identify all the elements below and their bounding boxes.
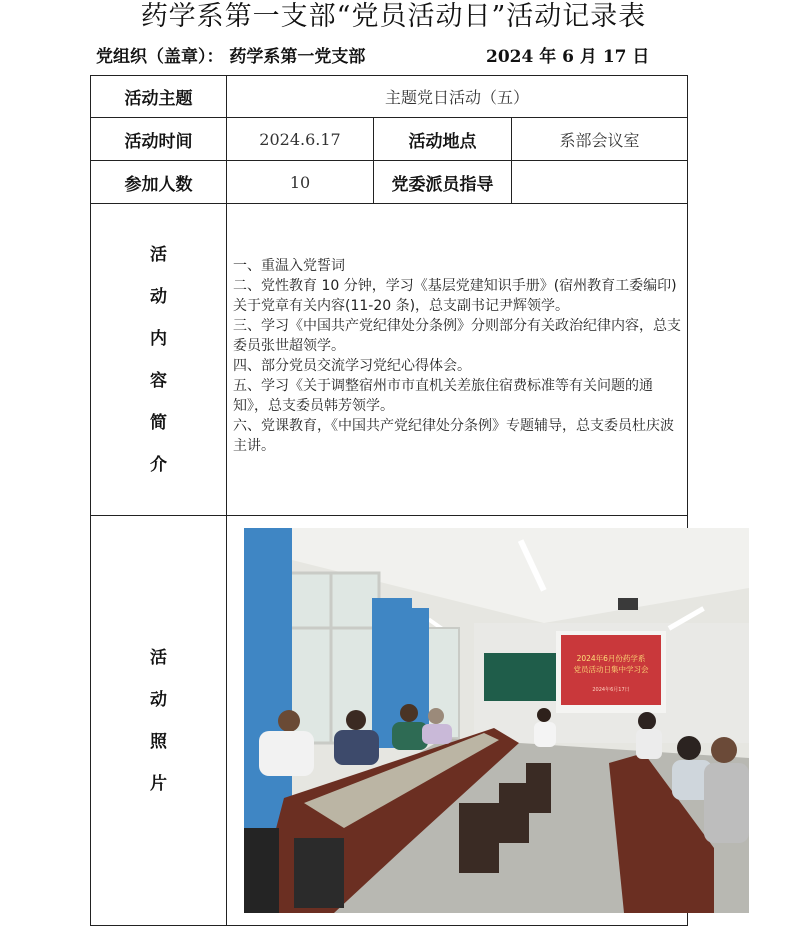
intro-item: 三、学习《中国共产党纪律处分条例》分则部分有关政治纪律内容，总支委员张世超领学。 [233,318,681,354]
party-organization: 党组织（盖章）： 药学系第一党支部 [96,47,366,67]
blackboard [484,653,559,701]
activity-record-table [90,75,688,926]
screen-date-line: 2024年6月17日 [592,687,630,693]
intro-item: 一、重温入党誓词 [233,258,345,274]
guide-label: 党委派员指导 [374,161,512,204]
count-label: 参加人数 [91,161,227,204]
intro-content [227,204,688,516]
photo-label: 活 动 照 片 [91,516,227,926]
screen-title-line: 党员活动日集中学习会 [573,665,649,674]
time-value: 2024.6.17 [227,118,374,161]
document-title: 药学系第一支部“党员活动日”活动记录表 [140,1,647,32]
time-label: 活动时间 [91,118,227,161]
intro-item: 四、部分党员交流学习党纪心得体会。 [233,358,471,374]
photo-cell [227,516,688,926]
intro-item: 二、党性教育 10 分钟，学习《基层党建知识手册》(宿州教育工委编印)关于党章有关内容(11-20 条)，总支副书记尹辉领学。 [233,278,677,314]
count-value: 10 [227,161,374,204]
intro-item: 五、学习《关于调整宿州市市直机关差旅住宿费标准等有关问题的通知》，总支委员韩芳领学。 [233,378,653,414]
screen-title-line: 2024年6月份药学系 [576,654,646,663]
place-value: 系部会议室 [512,118,688,161]
guide-value [512,161,688,204]
theme-value: 主题党日活动（五） [227,76,688,118]
record-date: 2024 年 6 月 17 日 [486,47,650,67]
activity-photo [244,528,749,913]
place-label: 活动地点 [374,118,512,161]
meeting-room-illustration [244,528,749,913]
intro-item: 六、党课教育，《中国共产党纪律处分条例》专题辅导，总支委员杜庆波主讲。 [233,418,674,454]
intro-label: 活 动 内 容 简 介 [91,204,227,516]
theme-label: 活动主题 [91,76,227,118]
